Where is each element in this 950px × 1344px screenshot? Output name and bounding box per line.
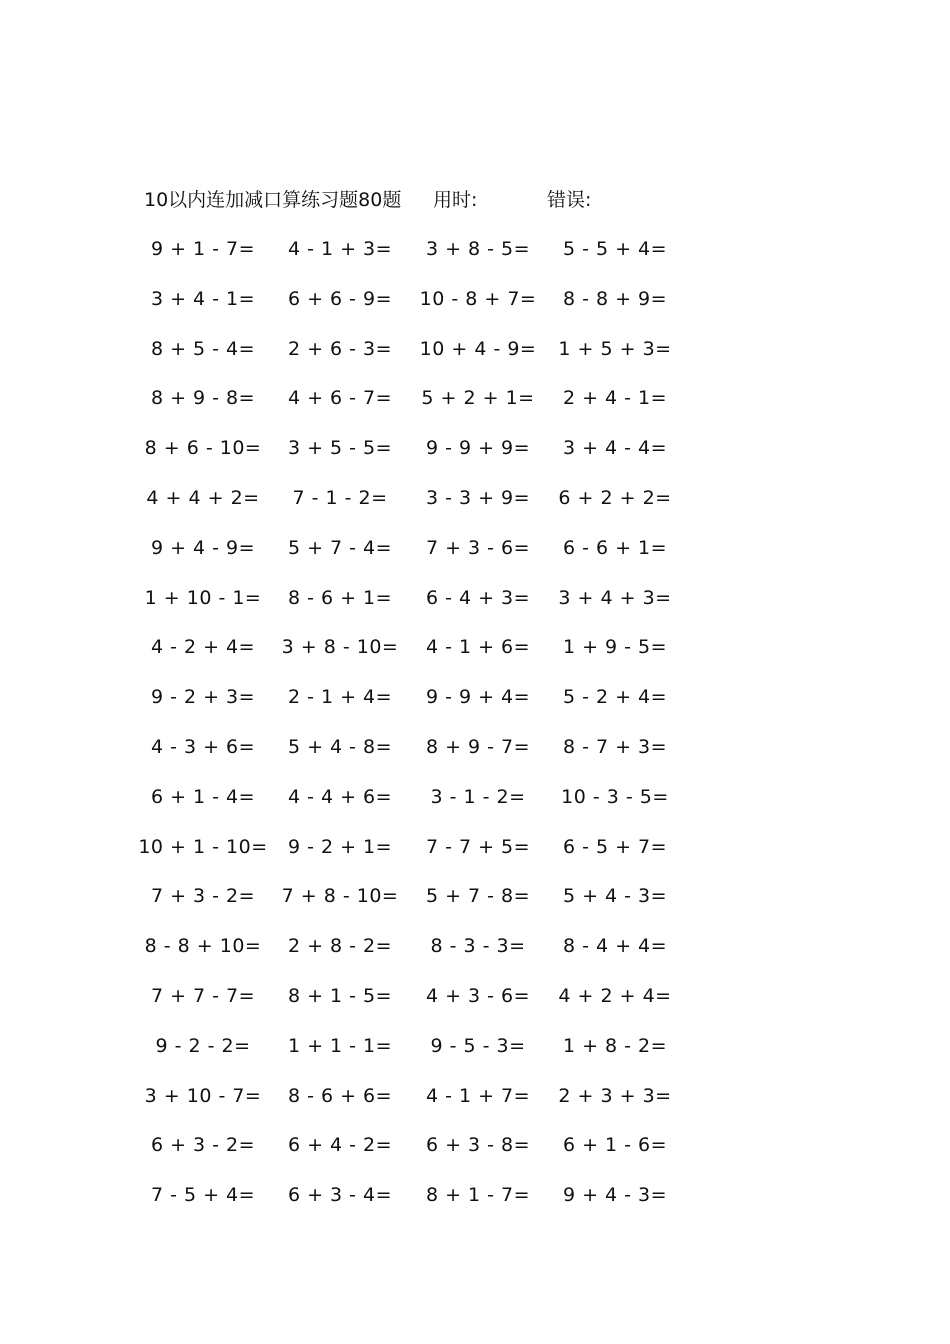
math-problem: 3 + 10 - 7= <box>144 1084 262 1107</box>
problem-row <box>0 483 950 533</box>
math-problem: 4 + 6 - 7= <box>287 387 393 410</box>
problem-row <box>0 981 950 1031</box>
math-problem: 5 + 7 - 8= <box>425 885 531 908</box>
problem-row <box>0 782 950 832</box>
math-problem: 2 - 1 + 4= <box>287 686 393 709</box>
math-problem: 3 + 8 - 10= <box>281 636 399 659</box>
math-problem: 9 - 5 - 3= <box>430 1034 526 1057</box>
math-problem: 4 - 2 + 4= <box>150 636 256 659</box>
math-problem: 8 - 6 + 1= <box>287 586 393 609</box>
math-problem: 1 + 9 - 5= <box>562 636 668 659</box>
math-problem: 2 + 8 - 2= <box>287 935 393 958</box>
problem-row <box>0 433 950 483</box>
math-problem: 6 + 2 + 2= <box>558 486 672 509</box>
math-problem: 9 + 1 - 7= <box>150 238 256 260</box>
math-problem: 10 - 3 - 5= <box>561 785 669 808</box>
problem-row <box>0 682 950 732</box>
math-problem: 6 - 6 + 1= <box>562 536 668 559</box>
problem-row <box>0 533 950 583</box>
math-problem: 8 + 9 - 7= <box>425 735 531 758</box>
math-problem: 1 + 1 - 1= <box>287 1034 393 1057</box>
math-problem: 6 + 3 - 4= <box>287 1184 393 1207</box>
math-problem: 1 + 8 - 2= <box>562 1034 668 1057</box>
problem-grid <box>0 234 950 1230</box>
math-problem: 4 + 3 - 6= <box>425 984 531 1007</box>
errors-label: 错误: <box>547 189 592 211</box>
math-problem: 2 + 6 - 3= <box>287 337 393 360</box>
math-problem: 5 + 2 + 1= <box>421 387 535 410</box>
math-problem: 9 - 2 + 3= <box>150 686 256 709</box>
math-problem: 4 + 2 + 4= <box>558 984 672 1007</box>
problem-row <box>0 1180 950 1230</box>
problem-row <box>0 931 950 981</box>
math-problem: 6 - 4 + 3= <box>425 586 531 609</box>
math-problem: 8 - 8 + 9= <box>562 287 668 310</box>
math-problem: 8 - 6 + 6= <box>287 1084 393 1107</box>
math-problem: 6 + 4 - 2= <box>287 1134 393 1157</box>
math-problem: 3 + 4 + 3= <box>558 586 672 609</box>
math-problem: 10 + 1 - 10= <box>138 835 268 858</box>
problem-row <box>0 732 950 782</box>
math-problem: 8 + 9 - 8= <box>150 387 256 410</box>
math-problem: 9 + 4 - 9= <box>150 536 256 559</box>
math-problem: 4 - 1 + 7= <box>425 1084 531 1107</box>
math-problem: 7 + 3 - 2= <box>150 885 256 908</box>
math-problem: 8 - 7 + 3= <box>562 735 668 758</box>
math-problem: 7 - 7 + 5= <box>425 835 531 858</box>
math-problem: 4 - 1 + 6= <box>425 636 531 659</box>
problem-row <box>0 881 950 931</box>
math-problem: 2 + 3 + 3= <box>558 1084 672 1107</box>
math-problem: 9 + 4 - 3= <box>562 1184 668 1207</box>
math-problem: 8 + 6 - 10= <box>144 437 262 460</box>
math-problem: 8 - 4 + 4= <box>562 935 668 958</box>
problem-row <box>0 334 950 384</box>
math-problem: 8 + 1 - 7= <box>425 1184 531 1207</box>
worksheet-title: 10以内连加减口算练习题80题 <box>144 189 402 211</box>
problem-row <box>0 1081 950 1131</box>
math-problem: 3 + 8 - 5= <box>425 238 531 260</box>
math-problem: 9 - 9 + 9= <box>425 437 531 460</box>
math-problem: 5 + 4 - 3= <box>562 885 668 908</box>
math-problem: 7 + 3 - 6= <box>425 536 531 559</box>
math-problem: 5 + 7 - 4= <box>287 536 393 559</box>
problem-row <box>0 832 950 882</box>
math-problem: 8 + 5 - 4= <box>150 337 256 360</box>
math-problem: 5 - 5 + 4= <box>562 238 668 260</box>
math-problem: 3 - 3 + 9= <box>425 486 531 509</box>
math-problem: 5 + 4 - 8= <box>287 735 393 758</box>
math-problem: 6 + 3 - 8= <box>425 1134 531 1157</box>
math-problem: 6 + 1 - 6= <box>562 1134 668 1157</box>
math-problem: 3 + 4 - 1= <box>150 287 256 310</box>
math-problem: 7 + 7 - 7= <box>150 984 256 1007</box>
problem-row <box>0 583 950 633</box>
math-problem: 4 - 1 + 3= <box>287 238 393 260</box>
math-problem: 1 + 10 - 1= <box>144 586 262 609</box>
problem-row <box>0 234 950 284</box>
math-problem: 10 + 4 - 9= <box>419 337 537 360</box>
math-problem: 6 - 5 + 7= <box>562 835 668 858</box>
math-problem: 3 + 4 - 4= <box>562 437 668 460</box>
math-problem: 4 + 4 + 2= <box>146 486 260 509</box>
math-problem: 7 + 8 - 10= <box>281 885 399 908</box>
problem-row <box>0 284 950 334</box>
math-problem: 8 + 1 - 5= <box>287 984 393 1007</box>
problem-row <box>0 632 950 682</box>
problem-row <box>0 383 950 433</box>
math-problem: 4 - 4 + 6= <box>287 785 393 808</box>
math-problem: 7 - 1 - 2= <box>292 486 388 509</box>
math-problem: 1 + 5 + 3= <box>558 337 672 360</box>
math-problem: 9 - 2 - 2= <box>155 1034 251 1057</box>
math-problem: 8 - 8 + 10= <box>144 935 262 958</box>
math-problem: 3 - 1 - 2= <box>430 785 526 808</box>
math-problem: 9 - 9 + 4= <box>425 686 531 709</box>
math-problem: 6 + 6 - 9= <box>287 287 393 310</box>
math-problem: 7 - 5 + 4= <box>150 1184 256 1207</box>
problem-row <box>0 1031 950 1081</box>
math-problem: 5 - 2 + 4= <box>562 686 668 709</box>
math-problem: 2 + 4 - 1= <box>562 387 668 410</box>
math-problem: 8 - 3 - 3= <box>430 935 526 958</box>
math-problem: 4 - 3 + 6= <box>150 735 256 758</box>
math-problem: 6 + 3 - 2= <box>150 1134 256 1157</box>
math-problem: 3 + 5 - 5= <box>287 437 393 460</box>
math-problem: 10 - 8 + 7= <box>419 287 537 310</box>
math-problem: 6 + 1 - 4= <box>150 785 256 808</box>
math-problem: 9 - 2 + 1= <box>287 835 393 858</box>
problem-row <box>0 1130 950 1180</box>
time-label: 用时: <box>433 189 478 211</box>
